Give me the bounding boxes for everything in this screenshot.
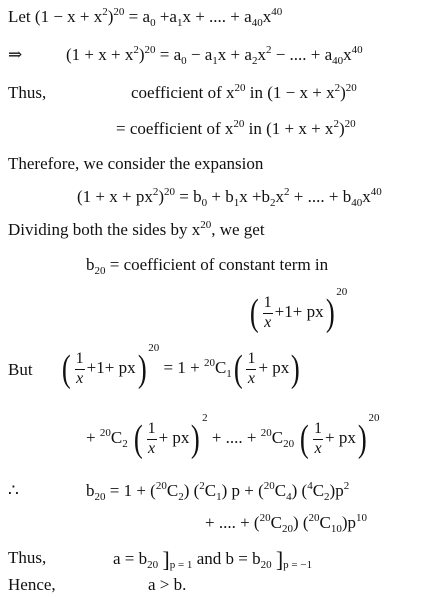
therefore-symbol: ∴ <box>8 481 19 500</box>
line-therefore-text: Therefore, we consider the expansion <box>8 154 264 173</box>
line-let: Let $(1 - x + x^2)^{20} = a_0 +a_1x$ + .... + $a_{40}x^{40}$ <box>8 6 283 29</box>
line-implies-expr: $(1 + x + x^2)^{20} = a_0 - a_1x + a_2x^2$ − .... + $a_{40}x^{40}$ <box>66 44 363 67</box>
line-thus-label: Thus, <box>8 83 47 102</box>
line-but-expr: ( $\frac{1}{x}$ $+1+ px)^{20} = 1 + ^{20}C_1$( $\frac{1}{x}$ + px) <box>61 342 301 391</box>
line-fraction-expr: ( $\frac{1}{x}$ +1+ px)$^{20}$ <box>249 286 348 335</box>
line-thus-coeff: coefficient of $x^{20}$ in $(1 - x + x^2)^{20}$ <box>131 82 357 102</box>
line-equal-coeff: = coefficient of $x^{20}$ in $(1 + x + x^2)^{20}$ <box>116 118 356 138</box>
line-thus-final-label: Thus, <box>8 548 47 567</box>
line-implies: ⇒ <box>8 45 23 64</box>
line-but-label: But <box>8 360 33 379</box>
line-result: a > b. <box>148 575 187 594</box>
line-expansion: $(1 + x + px^2)^{20} = b_0 + b_1x +b_2x^2$ + .... + $b_{40}x^{40}$ <box>77 186 382 209</box>
line-a-b-def: $a = b_{20}$ ]$_{p = 1}$ and $b = b_{20}$ ]$_{p = -1}$ <box>113 547 313 572</box>
line-b20-def: $b_{20}$ = coefficient of constant term in <box>86 255 329 277</box>
line-b20-continued: + .... + $(^{20}C_{20})$ $(^{20}C_{10})p^{10}$ <box>205 512 368 535</box>
line-b20-expansion: $b_{20} = 1 + (^{20}C_2)$ $(^2C_1) p + (^{20}C_4)$ $(^4C_2)p^2$ <box>86 480 350 503</box>
line-hence-label: Hence, <box>8 575 56 594</box>
line-binomial-terms: + $^{20}C_2$ ( $\frac{1}{x}$ + px)$^2$ + .... + $^{20}C_{20}$ ( $\frac{1}{x}$ + px)$^{20}$ <box>86 412 380 461</box>
line-dividing: Dividing both the sides by $x^{20}$, we get <box>8 219 265 239</box>
